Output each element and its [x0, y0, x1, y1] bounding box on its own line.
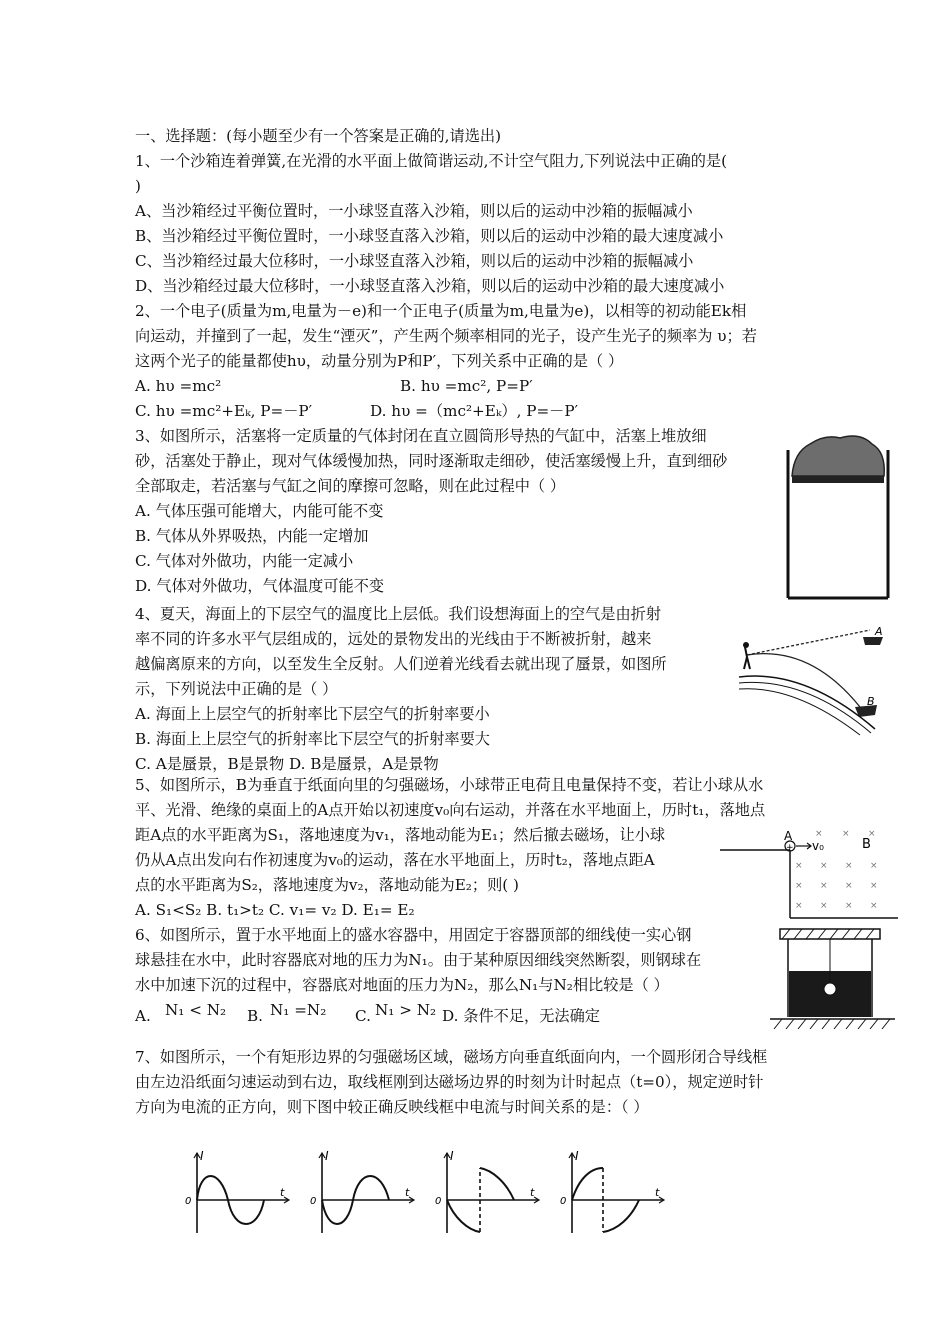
- q4-stem-line2: 率不同的许多水平气层组成的，远处的景物发出的光线由于不断被折射，越来: [135, 630, 652, 648]
- q6-option-b-key: B.: [247, 1007, 263, 1025]
- q5-stem-line5: 点的水平距离为S₂，落地速度为v₂，落地动能为E₂；则( ): [135, 876, 519, 894]
- q4-stem-line4: 示，下列说法中正确的是（ ）: [135, 680, 338, 698]
- mirage-label-a: A: [875, 625, 883, 638]
- origin-label: 0: [185, 1196, 192, 1207]
- q3-option-a: A. 气体压强可能增大，内能可能不变: [135, 502, 384, 520]
- ship-a: [863, 637, 883, 645]
- q6-option-a-key: A.: [135, 1007, 151, 1025]
- origin-label: 0: [310, 1196, 317, 1207]
- q7-graph-a: [180, 1148, 295, 1243]
- q1-stem: 1、一个沙箱连着弹簧,在光滑的水平面上做简谐运动,不计空气阻力,下列说法中正确的是(: [135, 152, 728, 170]
- svg-text:×: ×: [820, 881, 828, 891]
- q2-option-d: D. hυ =（mc²+Eₖ）, P=－P′: [370, 402, 579, 420]
- svg-text:×: ×: [795, 881, 803, 891]
- q4-stem-line3: 越偏离原来的方向，以至发生全反射。人们逆着光线看去就出现了蜃景，如图所: [135, 655, 667, 673]
- point-a-label: A: [784, 829, 793, 843]
- svg-text:×: ×: [795, 861, 803, 871]
- q6-stem-line2: 球悬挂在水中，此时容器底对地的压力为N₁。由于某种原因细线突然断裂，则钢球在: [135, 951, 702, 969]
- v0-label: v₀: [812, 839, 824, 853]
- q7-stem-line1: 7、如图所示，一个有矩形边界的匀强磁场区域，磁场方向垂直纸面向内，一个圆形闭合导线框: [135, 1048, 768, 1066]
- q1-option-d: D、当沙箱经过最大位移时，一小球竖直落入沙箱，则以后的运动中沙箱的最大速度减小: [135, 277, 725, 295]
- y-axis-label: I: [575, 1149, 579, 1163]
- q2-option-b: B. hυ =mc², P=P′: [400, 377, 533, 395]
- q2-stem-line1: 2、一个电子(质量为m,电量为－e)和一个正电子(质量为m,电量为e)，以相等的初动能Ek相: [135, 302, 747, 320]
- q7-stem-line3: 方向为电流的正方向，则下图中较正确反映线框中电流与时间关系的是：（ ）: [135, 1098, 649, 1116]
- origin-label: 0: [560, 1196, 567, 1207]
- q4-option-b: B. 海面上上层空气的折射率比下层空气的折射率要大: [135, 730, 490, 748]
- q3-stem-line1: 3、如图所示，活塞将一定质量的气体封闭在直立圆筒形导热的气缸中，活塞上堆放细: [135, 427, 707, 445]
- svg-text:×: ×: [845, 861, 853, 871]
- observer: [744, 647, 750, 669]
- q1-option-b: B、当沙箱经过平衡位置时，一小球竖直落入沙箱，则以后的运动中沙箱的最大速度减小: [135, 227, 724, 245]
- sand-pile: [792, 436, 884, 476]
- q5-stem-line1: 5、如图所示，B为垂直于纸面向里的匀强磁场，小球带正电荷且电量保持不变，若让小球从水: [135, 776, 764, 794]
- q6-option-c-key: C.: [355, 1007, 371, 1025]
- q4-option-cd: C. A是蜃景，B是景物 D. B是蜃景，A是景物: [135, 755, 439, 773]
- svg-text:×: ×: [815, 829, 823, 839]
- q2-stem-line2: 向运动，并撞到了一起，发生“湮灭”，产生两个频率相同的光子，设产生光子的频率为 υ；若: [135, 327, 757, 345]
- steel-ball: [824, 983, 836, 995]
- q7-graph-d: [555, 1148, 670, 1243]
- svg-text:×: ×: [820, 901, 828, 911]
- q3-option-c: C. 气体对外做功，内能一定减小: [135, 552, 354, 570]
- q3-option-b: B. 气体从外界吸热，内能一定增加: [135, 527, 369, 545]
- svg-text:×: ×: [842, 829, 850, 839]
- q7-graph-c: [430, 1148, 545, 1243]
- svg-text:×: ×: [870, 861, 878, 871]
- svg-text:×: ×: [845, 881, 853, 891]
- q6-stem-line1: 6、如图所示，置于水平地面上的盛水容器中，用固定于容器顶部的细线使一实心钢: [135, 926, 692, 944]
- q6-option-b: N₁ =N₂: [270, 1001, 327, 1019]
- y-axis-label: I: [200, 1149, 204, 1163]
- x-axis-label: t: [530, 1186, 535, 1199]
- q7-graph-b: [305, 1148, 420, 1243]
- q6-option-a: N₁ < N₂: [165, 1001, 227, 1019]
- q1-stem-end: ): [135, 177, 141, 195]
- svg-text:×: ×: [845, 901, 853, 911]
- svg-text:×: ×: [795, 901, 803, 911]
- q2-stem-line3: 这两个光子的能量都使hυ，动量分别为P和P′，下列关系中正确的是（ ）: [135, 352, 624, 370]
- q1-option-c: C、当沙箱经过最大位移时，一小球竖直落入沙箱，则以后的运动中沙箱的振幅减小: [135, 252, 694, 270]
- q2-option-c: C. hυ =mc²+Eₖ, P=－P′: [135, 402, 313, 420]
- svg-text:×: ×: [870, 901, 878, 911]
- svg-text:×: ×: [820, 861, 828, 871]
- q3-stem-line2: 砂，活塞处于静止，现对气体缓慢加热，同时逐渐取走细砂，使活塞缓慢上升，直到细砂: [135, 452, 728, 470]
- x-axis-label: t: [405, 1186, 410, 1199]
- q5-magnetic-field-figure: [720, 828, 900, 928]
- piston: [792, 476, 884, 483]
- q7-stem-line2: 由左边沿纸面匀速运动到右边，取线框刚到达磁场边界的时刻为计时起点（t=0），规定逆时针: [135, 1073, 764, 1091]
- y-axis-label: I: [325, 1149, 329, 1163]
- x-axis-label: t: [280, 1186, 285, 1199]
- q5-options: A. S₁<S₂ B. t₁>t₂ C. v₁= v₂ D. E₁= E₂: [135, 901, 415, 919]
- q1-option-a: A、当沙箱经过平衡位置时，一小球竖直落入沙箱，则以后的运动中沙箱的振幅减小: [135, 202, 693, 220]
- q5-stem-line3: 距A点的水平距离为S₁，落地速度为v₁，落地动能为E₁；然后撤去磁场，让小球: [135, 826, 666, 844]
- svg-text:×: ×: [868, 829, 876, 839]
- origin-label: 0: [435, 1196, 442, 1207]
- q6-container-figure: [770, 925, 900, 1035]
- x-axis-label: t: [655, 1186, 660, 1199]
- svg-text:+: +: [786, 843, 794, 853]
- q3-stem-line3: 全部取走，若活塞与气缸之间的摩擦可忽略，则在此过程中（ ）: [135, 477, 566, 495]
- y-axis-label: I: [450, 1149, 454, 1163]
- mirage-label-b: B: [867, 695, 875, 708]
- q5-stem-line4: 仍从A点出发向右作初速度为v₀的运动，落在水平地面上，历时t₂，落地点距A: [135, 851, 655, 869]
- q6-option-c: N₁ > N₂: [375, 1001, 437, 1019]
- field-b-label: B: [862, 837, 871, 852]
- section-title: 一、选择题：(每小题至少有一个答案是正确的,请选出): [135, 127, 501, 145]
- q6-option-d: D. 条件不足，无法确定: [442, 1007, 600, 1025]
- q3-cylinder-figure: [780, 430, 900, 610]
- svg-text:×: ×: [870, 881, 878, 891]
- q4-mirage-figure: [735, 625, 885, 735]
- q5-stem-line2: 平、光滑、绝缘的桌面上的A点开始以初速度v₀向右运动，并落在水平地面上，历时t₁，落地点: [135, 801, 766, 819]
- q4-stem-line1: 4、夏天，海面上的下层空气的温度比上层低。我们设想海面上的空气是由折射: [135, 605, 662, 623]
- q4-option-a: A. 海面上上层空气的折射率比下层空气的折射率要小: [135, 705, 490, 723]
- q2-option-a: A. hυ =mc²: [135, 377, 222, 395]
- q3-option-d: D. 气体对外做功，气体温度可能不变: [135, 577, 385, 595]
- q6-stem-line3: 水中加速下沉的过程中，容器底对地面的压力为N₂，那么N₁与N₂相比较是（ ）: [135, 976, 669, 994]
